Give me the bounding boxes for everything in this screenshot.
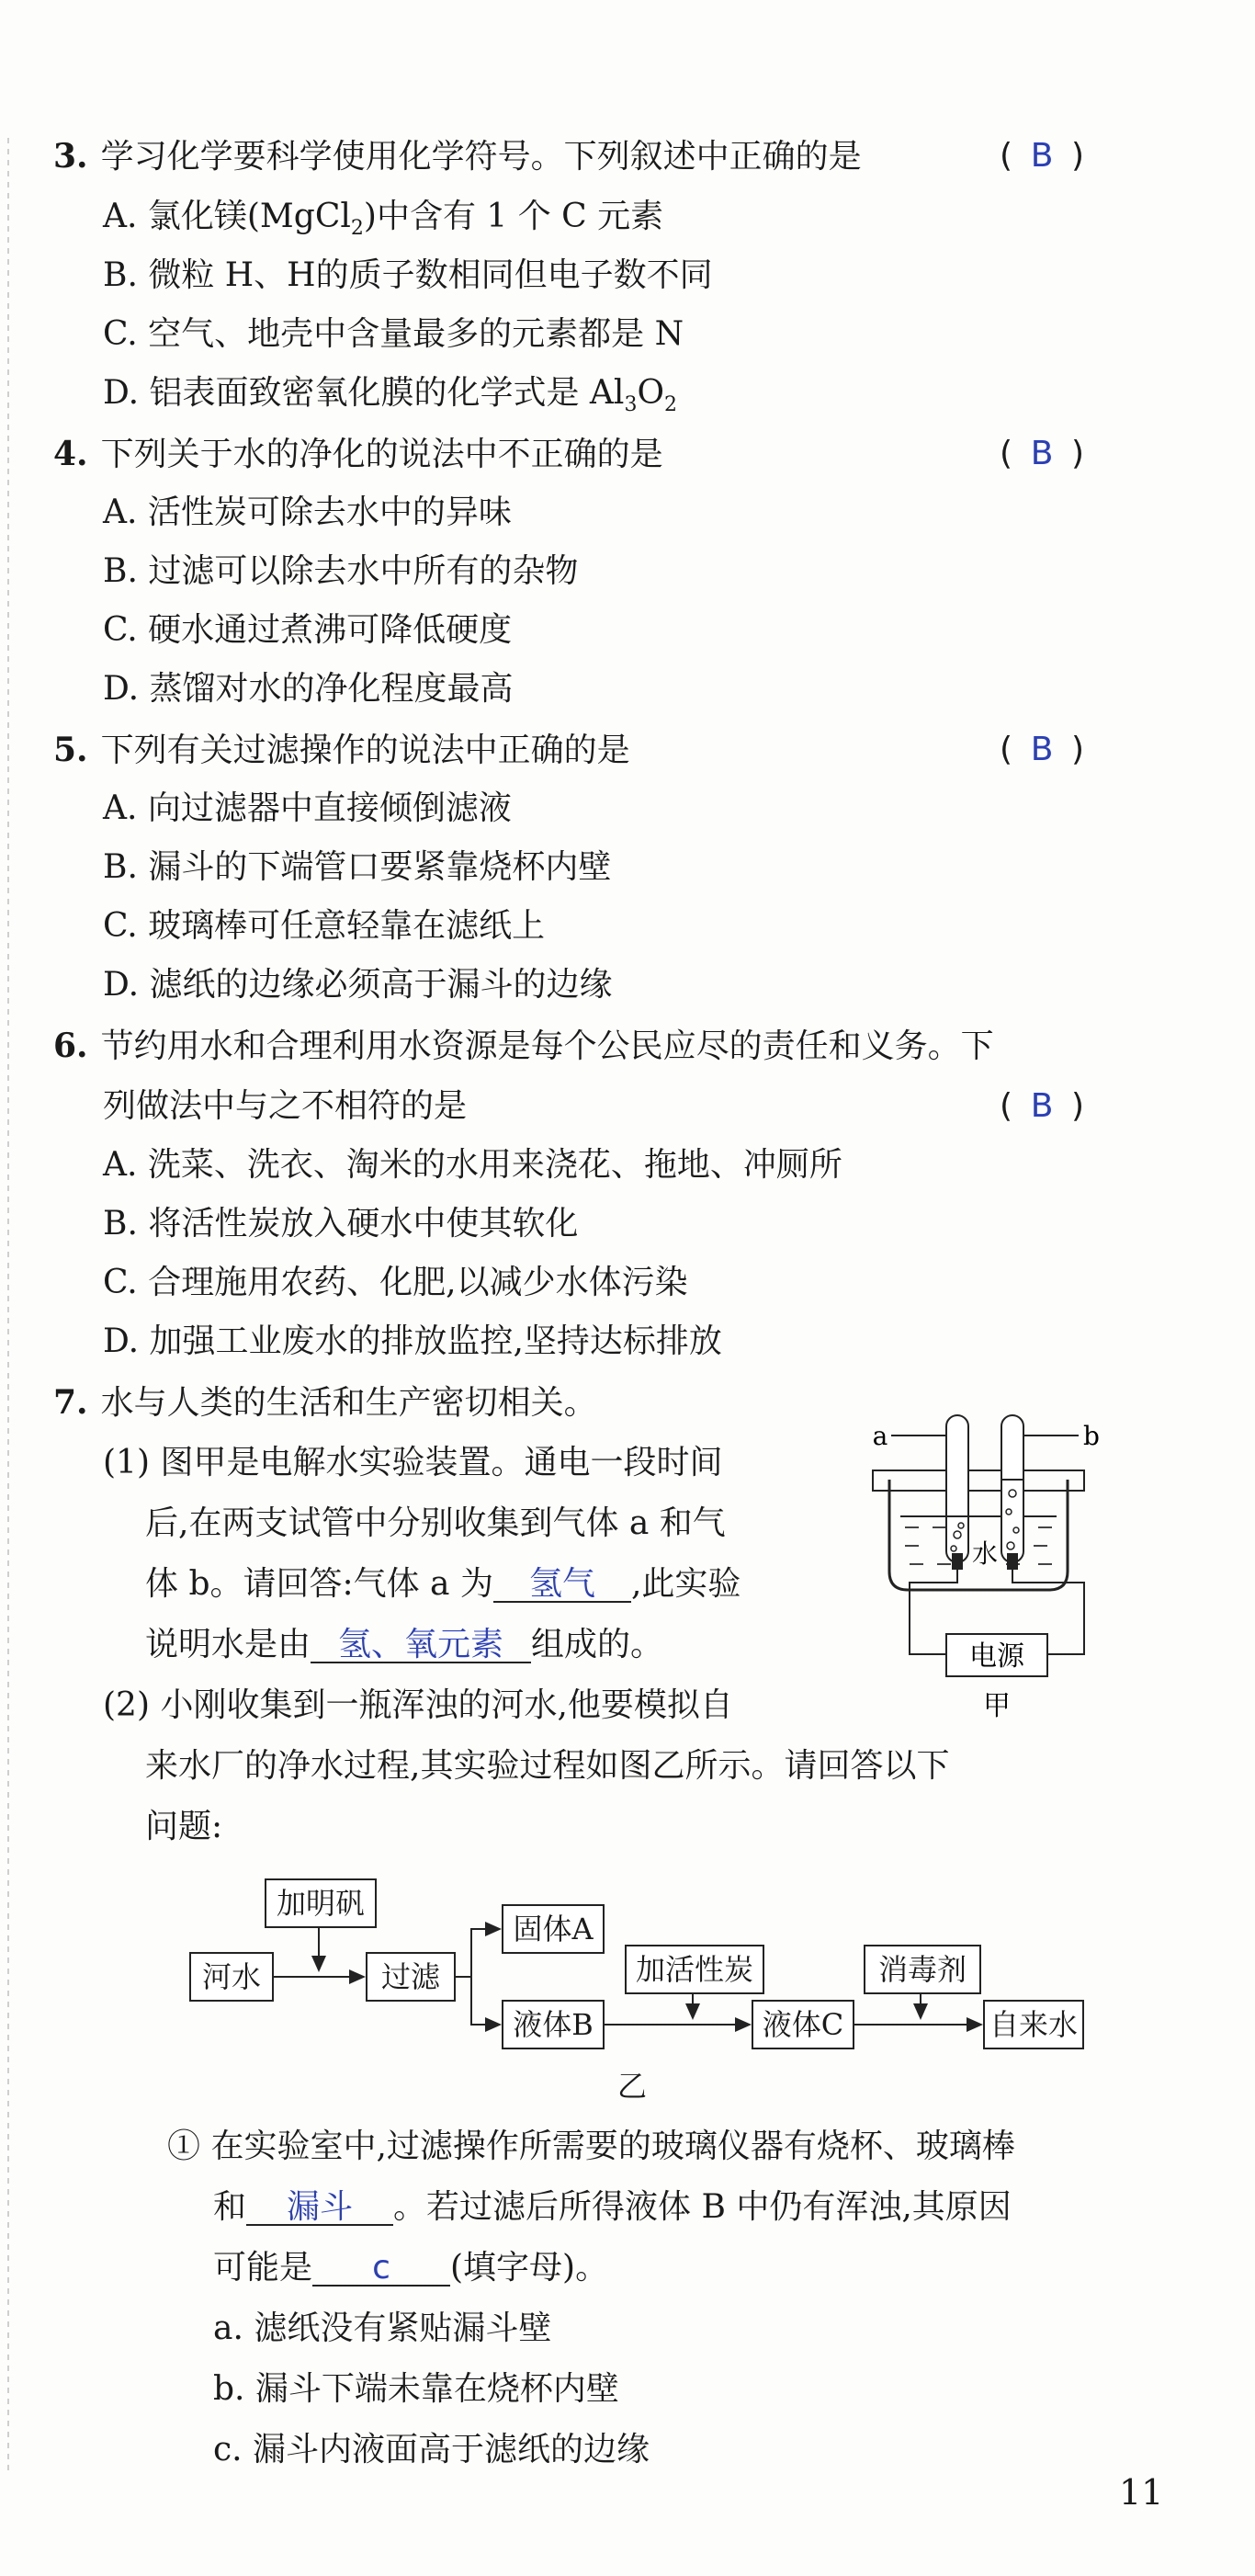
q7-sub1-line3: 可能是 c (填字母)。 — [213, 2249, 609, 2287]
question-5-option-c: C. 玻璃棒可任意轻靠在滤纸上 — [103, 907, 546, 945]
q7-part1-line1: (1) 图甲是电解水实验装置。通电一段时间 — [103, 1444, 723, 1481]
question-4-option-d: D. 蒸馏对水的净化程度最高 — [103, 670, 514, 708]
box-alum: 加明矾 — [265, 1878, 377, 1928]
question-6-option-c: C. 合理施用农药、化肥,以减少水体污染 — [103, 1264, 688, 1301]
question-3-option-c: C. 空气、地壳中含量最多的元素都是 N — [103, 315, 684, 353]
figure-jia-electrolysis — [854, 1379, 1130, 1719]
label-b: b — [1083, 1421, 1100, 1451]
question-3-option-d: D. 铝表面致密氧化膜的化学式是 $Al_3O_2$ — [103, 374, 677, 417]
answer-blank-reason: c — [312, 2252, 450, 2287]
question-6-stem-line2: 列做法中与之不相符的是 — [103, 1087, 468, 1125]
question-7-stem: 7. 水与人类的生活和生产密切相关。 — [53, 1383, 597, 1422]
box-tap-water: 自来水 — [983, 2000, 1084, 2049]
box-liquid-c: 液体C — [752, 2000, 854, 2049]
question-6-option-b: B. 将活性炭放入硬水中使其软化 — [103, 1205, 579, 1243]
q7-choice-c: c. 漏斗内液面高于滤纸的边缘 — [213, 2431, 650, 2468]
margin-rule — [7, 138, 9, 2472]
answer-blank-composition: 氢、氧元素 — [311, 1628, 531, 1663]
q7-part2-line1: (2) 小刚收集到一瓶浑浊的河水,他要模拟自 — [103, 1686, 733, 1724]
q7-part2-line3: 问题: — [145, 1808, 223, 1845]
question-4-stem: 4. 下列关于水的净化的说法中不正确的是 — [53, 435, 663, 473]
label-power: 电源 — [969, 1640, 1024, 1673]
answer-blank-gas-a: 氢气 — [493, 1568, 631, 1603]
answer-blank-funnel: 漏斗 — [246, 2191, 393, 2226]
label-a: a — [872, 1421, 888, 1451]
q7-part1-line2: 后,在两支试管中分别收集到气体 a 和气 — [145, 1504, 726, 1542]
question-4-option-c: C. 硬水通过煮沸可降低硬度 — [103, 611, 513, 649]
box-disinfectant: 消毒剂 — [864, 1945, 981, 1994]
question-3-option-b: B. 微粒 H、H的质子数相同但电子数不同 — [103, 256, 713, 294]
question-3-option-a: A. 氯化镁(MgCl$_2$)中含有 1 个 C 元素 — [103, 198, 664, 241]
box-river-water: 河水 — [189, 1952, 274, 2002]
page-number: 11 — [1119, 2472, 1164, 2513]
q7-sub1-line1: ① 在实验室中,过滤操作所需要的玻璃仪器有烧杯、玻璃棒 — [167, 2128, 1015, 2165]
box-activated-carbon: 加活性炭 — [625, 1945, 764, 1994]
question-4-option-b: B. 过滤可以除去水中所有的杂物 — [103, 552, 579, 590]
question-5-option-d: D. 滤纸的边缘必须高于漏斗的边缘 — [103, 966, 613, 1004]
caption-yi: 乙 — [617, 2069, 648, 2104]
q7-choice-b: b. 漏斗下端未靠在烧杯内壁 — [213, 2370, 619, 2408]
q7-part1-line4: 说明水是由 氢、氧元素 组成的。 — [145, 1626, 664, 1663]
q7-choice-a: a. 滤纸没有紧贴漏斗壁 — [213, 2309, 552, 2347]
question-4-answer: ( B ) — [1000, 435, 1085, 472]
question-6-answer: ( B ) — [1000, 1087, 1085, 1125]
question-5-option-b: B. 漏斗的下端管口要紧靠烧杯内壁 — [103, 848, 612, 886]
q7-part1-line3: 体 b。请回答:气体 a 为 氢气 ,此实验 — [145, 1565, 741, 1603]
box-liquid-b: 液体B — [502, 2000, 605, 2049]
question-5-option-a: A. 向过滤器中直接倾倒滤液 — [103, 789, 512, 827]
question-4-option-a: A. 活性炭可除去水中的异味 — [103, 494, 512, 531]
q7-sub1-line2: 和 漏斗 。若过滤后所得液体 B 中仍有浑浊,其原因 — [213, 2188, 1012, 2226]
question-6-option-a: A. 洗菜、洗衣、淘米的水用来浇花、拖地、冲厕所 — [103, 1146, 842, 1184]
box-solid-a: 固体A — [502, 1904, 605, 1954]
question-5-answer: ( B ) — [1000, 731, 1085, 768]
label-water: 水 — [971, 1538, 999, 1569]
box-filter: 过滤 — [366, 1952, 456, 2002]
question-5-stem: 5. 下列有关过滤操作的说法中正确的是 — [53, 731, 630, 769]
question-3-stem: 3. 学习化学要科学使用化学符号。下列叙述中正确的是 — [53, 137, 862, 176]
question-6-option-d: D. 加强工业废水的排放监控,坚持达标排放 — [103, 1322, 722, 1360]
caption-jia: 甲 — [983, 1690, 1011, 1719]
question-6-stem-line1: 6. 节约用水和合理利用水资源是每个公民应尽的责任和义务。下 — [53, 1027, 994, 1065]
question-3-answer: ( B ) — [1000, 137, 1085, 175]
q7-part2-line2: 来水厂的净水过程,其实验过程如图乙所示。请回答以下 — [145, 1747, 950, 1785]
